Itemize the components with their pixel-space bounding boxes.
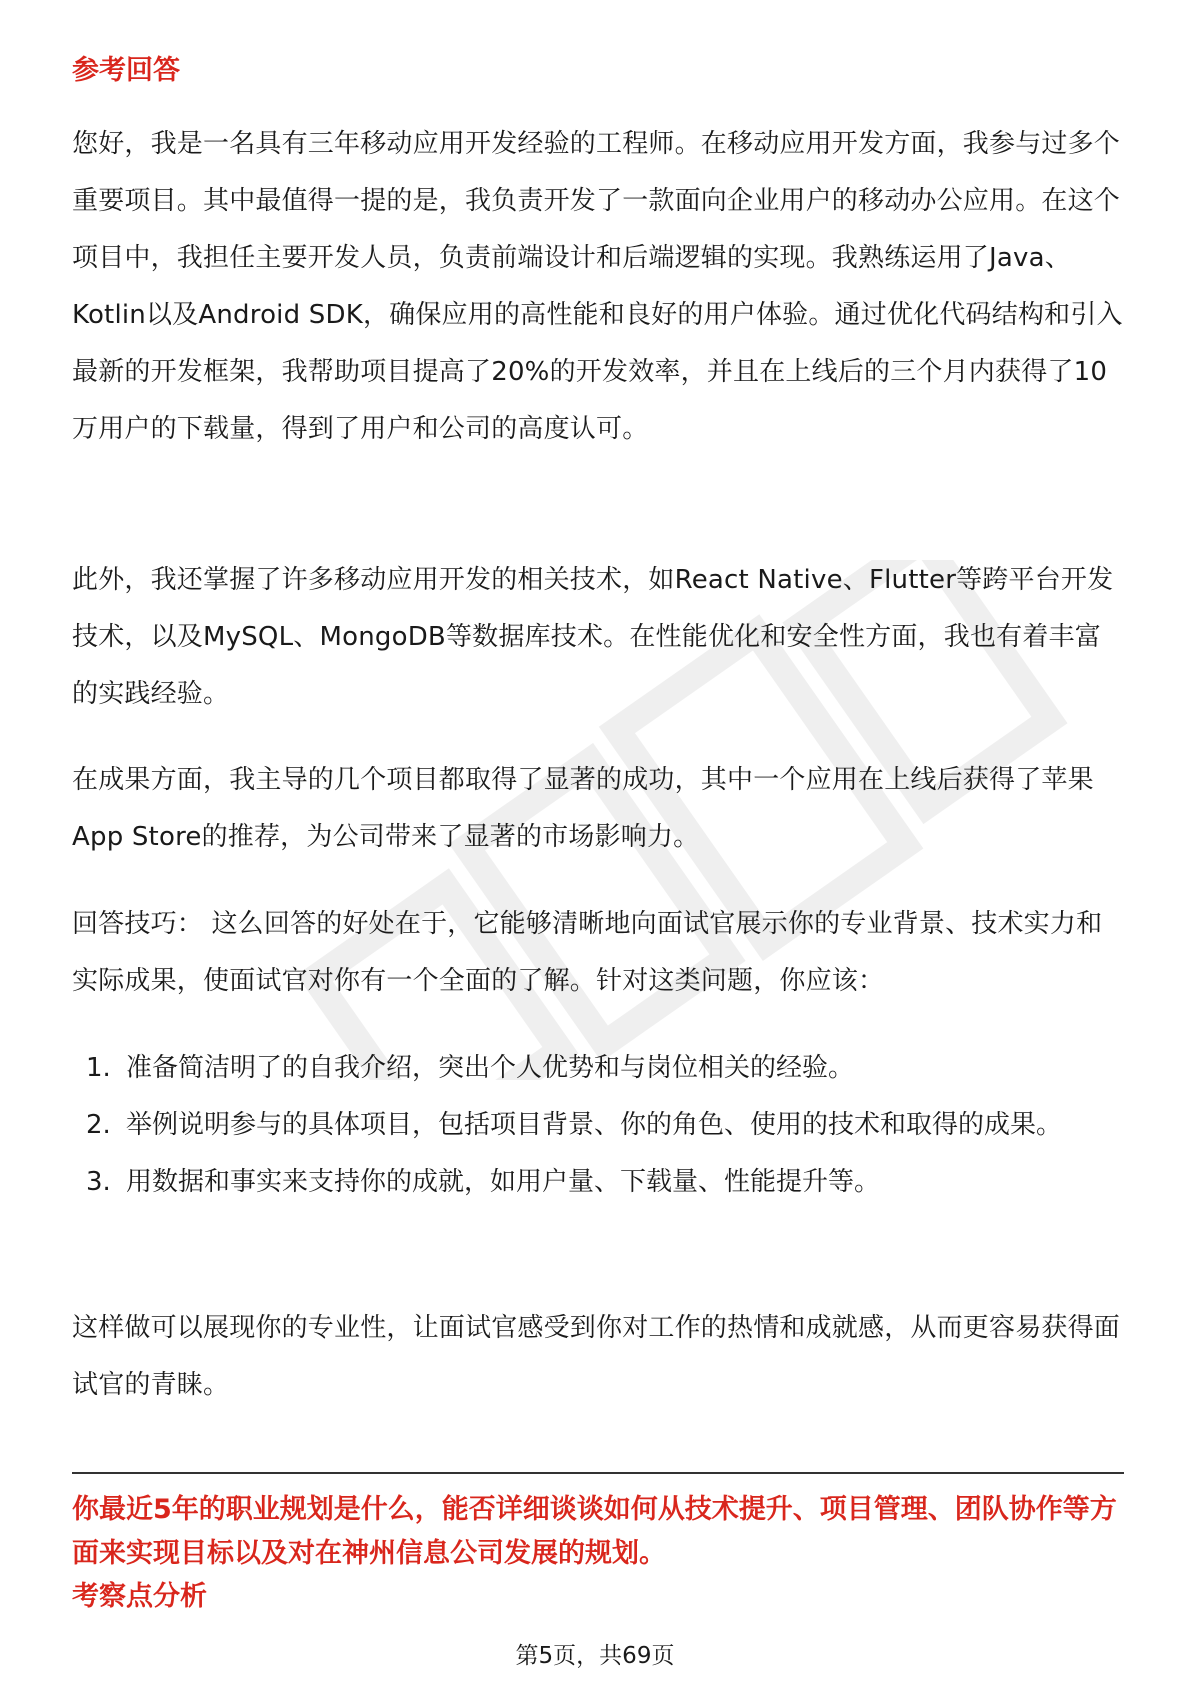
answer-heading: 参考回答: [72, 55, 180, 86]
list-item: [72, 1097, 1124, 1154]
list-item-number: 1.: [86, 1053, 111, 1083]
answer-paragraph-1: 您好，我是一名具有三年移动应用开发经验的工程师。在移动应用开发方面，我参与过多个重要项目。其中最值得一提的是，我负责开发了一款面向企业用户的移动办公应用。在这个项目中，我担任主要开发人员，负责前端设计和后端逻辑的实现。我熟练运用了Java、Kotlin以及Android SDK，确保应用的高性能和良好的用户体验。通过优化代码结构和引入最新的开发框架，我帮助项目提高了20%的开发效率，并且在上线后的三个月内获得了10万用户的下载量，得到了用户和公司的高度认可。: [72, 129, 1123, 444]
answer-paragraph-3: 在成果方面，我主导的几个项目都取得了显著的成功，其中一个应用在上线后获得了苹果App Store的推荐，为公司带来了显著的市场影响力。: [72, 765, 1094, 852]
tips-list: [72, 1040, 1124, 1211]
list-item-text: 举例说明参与的具体项目，包括项目背景、你的角色、使用的技术和取得的成果。: [126, 1110, 1063, 1140]
list-item-number: 2.: [86, 1110, 111, 1140]
analysis-heading: 考察点分析: [72, 1581, 207, 1612]
answer-paragraph-2: 此外，我还掌握了许多移动应用开发的相关技术，如React Native、Flutter等跨平台开发技术，以及MySQL、MongoDB等数据库技术。在性能优化和安全性方面，我也有着丰富的实践经验。: [72, 565, 1114, 709]
next-question: 你最近5年的职业规划是什么，能否详细谈谈如何从技术提升、项目管理、团队协作等方面来实现目标以及对在神州信息公司发展的规划。: [72, 1494, 1117, 1569]
page-footer: 第5页，共69页: [515, 1643, 675, 1669]
list-item-text: 准备简洁明了的自我介绍，突出个人优势和与岗位相关的经验。: [126, 1053, 855, 1083]
tips-intro: 回答技巧： 这么回答的好处在于，它能够清晰地向面试官展示你的专业背景、技术实力和实际成果，使面试官对你有一个全面的了解。针对这类问题，你应该：: [72, 909, 1103, 996]
list-item: [72, 1154, 1124, 1211]
list-item: [72, 1040, 1124, 1097]
section-divider: [72, 1472, 1124, 1474]
list-item-number: 3.: [86, 1167, 111, 1197]
list-item-text: 用数据和事实来支持你的成就，如用户量、下载量、性能提升等。: [126, 1167, 881, 1197]
tips-conclusion: 这样做可以展现你的专业性，让面试官感受到你对工作的热情和成就感，从而更容易获得面试官的青睐。: [72, 1313, 1121, 1400]
